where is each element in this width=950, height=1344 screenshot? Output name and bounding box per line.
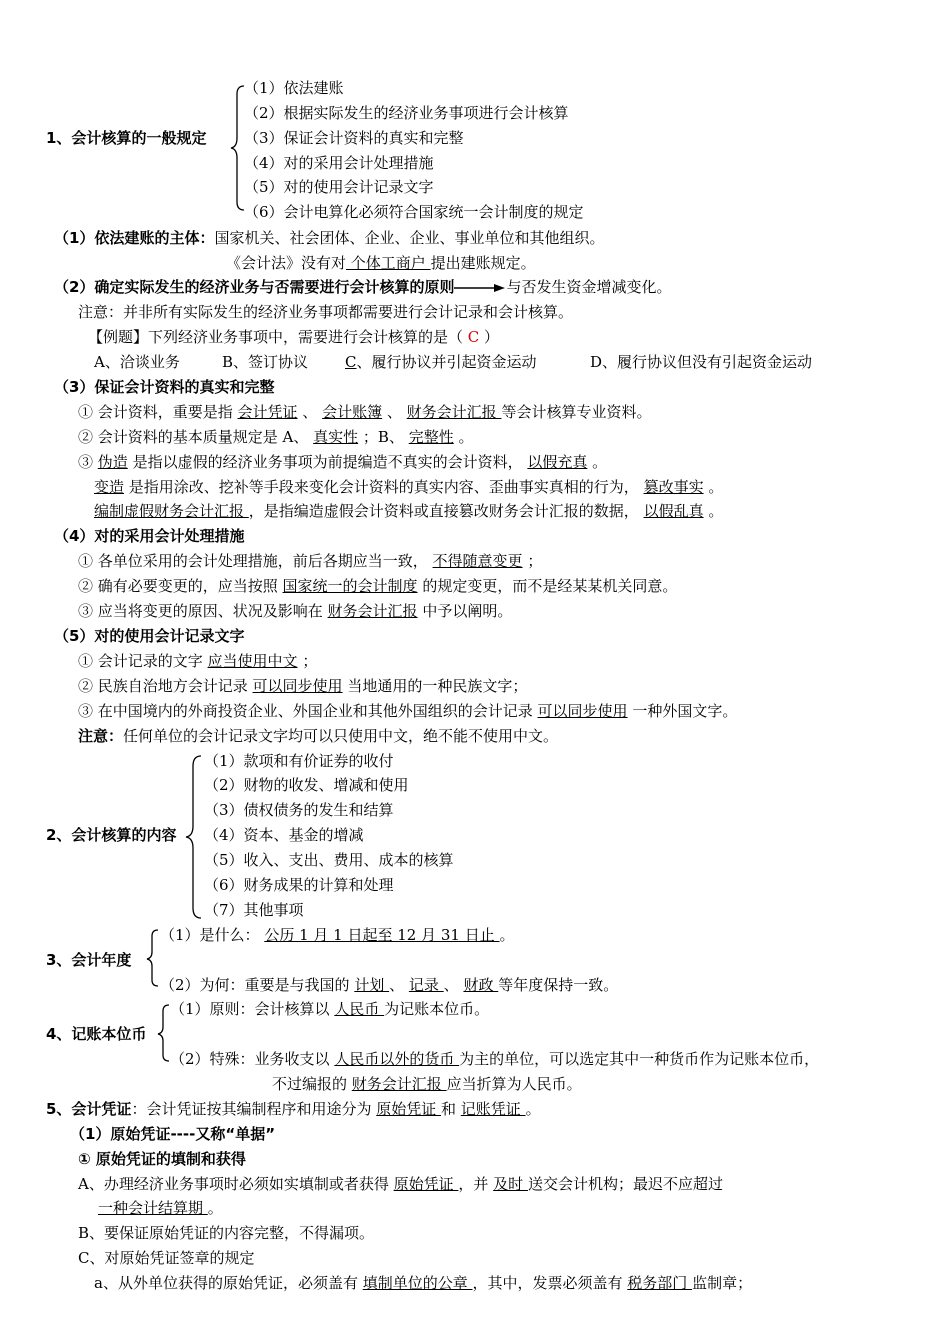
text-segment: 、 xyxy=(443,976,464,994)
text-segment: 监制章； xyxy=(692,1274,753,1292)
p3-row-3 xyxy=(78,452,607,472)
s3-item-1 xyxy=(160,925,515,945)
section-2-title: 2、会计核算的内容 xyxy=(46,826,177,844)
example-close: ） xyxy=(479,328,500,346)
s5-a-line xyxy=(78,1174,723,1194)
fill-blank-answer: 篡改事实 xyxy=(643,478,704,496)
text-segment: 一种外国文字。 xyxy=(627,702,738,720)
text-segment: 。 xyxy=(525,1100,541,1118)
s1-item-6: （6）会计电算化必须符合国家统一会计制度的规定 xyxy=(244,203,584,221)
section-1-title: 1、会计核算的一般规定 xyxy=(46,129,207,147)
p2-head: （2）确定实际发生的经济业务与否需要进行会计核算的原则 xyxy=(54,278,455,296)
section-4-title: 4、记账本位币 xyxy=(46,1025,147,1043)
fill-blank-answer: 国家统一的会计制度 xyxy=(282,577,418,595)
text-segment: 送交会计机构；最迟不应超过 xyxy=(527,1175,723,1193)
text-segment: 。 xyxy=(207,1199,223,1217)
fill-blank-answer: 可以同步使用 xyxy=(252,677,343,695)
text-segment: 。 xyxy=(587,453,608,471)
p3-row-2 xyxy=(78,427,474,447)
s5-c-line: C、对原始凭证签章的规定 xyxy=(78,1249,255,1267)
fill-blank-answer: 伪造 xyxy=(97,453,128,471)
text-segment: ① 各单位采用的会计处理措施，前后各期应当一致， xyxy=(78,552,433,570)
text-segment: ② 确有必要变更的，应当按照 xyxy=(78,577,283,595)
fill-blank-answer: 财政 xyxy=(463,976,499,994)
text-segment: 、 xyxy=(297,403,323,421)
s5-ca-line xyxy=(94,1273,752,1293)
text-segment: ； xyxy=(297,652,318,670)
p5-head: （5）对的使用会计记录文字 xyxy=(54,627,245,645)
fill-blank-answer: 公历 1 月 1 日起至 12 月 31 日止 xyxy=(264,926,500,944)
text-segment: ① 会计记录的文字 xyxy=(78,652,208,670)
p5-row-3 xyxy=(78,701,737,721)
text-segment: ③ xyxy=(78,453,98,471)
fill-blank-answer: 计划 xyxy=(354,976,390,994)
text-segment: 为记账本位币。 xyxy=(384,1000,490,1018)
s4-item-2-cont xyxy=(272,1074,582,1094)
p5-note xyxy=(78,726,558,746)
text-segment: ② 民族自治地方会计记录 xyxy=(78,677,253,695)
p1-law-b: 提出建账规定。 xyxy=(430,254,536,272)
section-3-title: 3、会计年度 xyxy=(46,951,132,969)
p2-tail: 与否发生资金增减变化。 xyxy=(506,278,672,296)
fill-blank-answer: 应当使用中文 xyxy=(207,652,298,670)
option-a: A、洽谈业务 xyxy=(94,353,180,371)
p1-law-a: 《会计法》没有对 xyxy=(226,254,347,272)
p5-row-1 xyxy=(78,651,317,671)
text-segment: （1）是什么： xyxy=(160,926,265,944)
text-segment: ； xyxy=(522,552,543,570)
text-segment: 为主的单位，可以选定其中一种货币作为记账本位币， xyxy=(459,1050,820,1068)
p4-row-2 xyxy=(78,576,677,596)
text-segment: 的规定变更，而不是经某某机关同意。 xyxy=(417,577,678,595)
p4-head: （4）对的采用会计处理措施 xyxy=(54,527,245,545)
p1-text: 国家机关、社会团体、企业、企业、事业单位和其他组织。 xyxy=(214,229,605,247)
fill-blank-answer: 及时 xyxy=(493,1175,528,1193)
text-segment: 注意： xyxy=(78,727,124,745)
text-segment: ② 会计资料的基本质量规定是 A、 xyxy=(78,428,314,446)
text-segment: 当地通用的一种民族文字； xyxy=(342,677,528,695)
fill-blank-answer: 以假乱真 xyxy=(643,502,704,520)
p1-law-blank: 个体工商户 xyxy=(346,254,431,272)
text-segment: 、 xyxy=(382,403,407,421)
p2-example xyxy=(88,327,499,347)
fill-blank-answer: 人民币 xyxy=(334,1000,385,1018)
p2-line xyxy=(54,277,671,297)
s5-sub-head: （1）原始凭证----又称“单据” xyxy=(70,1125,276,1143)
option-c-text: 、履行协议并引起资金运动 xyxy=(356,353,537,371)
text-segment: ，并 xyxy=(458,1175,494,1193)
s5-b-line: B、要保证原始凭证的内容完整，不得漏项。 xyxy=(78,1224,375,1242)
s5-a-line-2 xyxy=(98,1198,223,1218)
text-segment: 中予以阐明。 xyxy=(417,602,513,620)
s2-item-5: （5）收入、支出、费用、成本的核算 xyxy=(204,851,454,869)
s3-item-2 xyxy=(160,975,618,995)
p1-head: （1）依法建账的主体： xyxy=(54,229,215,247)
option-c-letter: C xyxy=(345,353,357,371)
s1-item-5: （5）对的使用会计记录文字 xyxy=(244,178,434,196)
brace-s3 xyxy=(146,928,160,988)
example-question: 【例题】下列经济业务事项中，需要进行会计核算的是（ xyxy=(88,328,468,346)
s5-subsub-head: ① 原始凭证的填制和获得 xyxy=(78,1150,246,1168)
p3-row-1 xyxy=(78,402,651,422)
p4-row-1 xyxy=(78,551,542,571)
p3-row-4 xyxy=(94,477,723,497)
text-segment: ③ 应当将变更的原因、状况及影响在 xyxy=(78,602,328,620)
fill-blank-answer: 完整性 xyxy=(408,428,454,446)
text-segment: 。 xyxy=(703,478,724,496)
s2-item-4: （4）资本、基金的增减 xyxy=(204,826,364,844)
fill-blank-answer: 税务部门 xyxy=(627,1274,693,1292)
fill-blank-answer: 不得随意变更 xyxy=(432,552,523,570)
text-segment: 应当折算为人民币。 xyxy=(446,1075,582,1093)
text-segment: 和 xyxy=(441,1100,461,1118)
text-segment: 是指以虚假的经济业务事项为前提编造不真实的会计资料， xyxy=(127,453,528,471)
p2-note: 注意：并非所有实际发生的经济业务事项都需要进行会计记录和会计核算。 xyxy=(78,303,574,321)
fill-blank-answer: 一种会计结算期 xyxy=(98,1199,208,1217)
text-segment: 是指用涂改、挖补等手段来变化会计资料的真实内容、歪曲事实真相的行为， xyxy=(124,478,644,496)
text-segment: ，其中，发票必须盖有 xyxy=(472,1274,628,1292)
fill-blank-answer: 原始凭证 xyxy=(393,1175,459,1193)
text-segment: ③ 在中国境内的外商投资企业、外国企业和其他外国组织的会计记录 xyxy=(78,702,538,720)
text-segment: 等年度保持一致。 xyxy=(498,976,619,994)
text-segment: ① 会计资料，重要是指 xyxy=(78,403,238,421)
arrow-right-icon xyxy=(454,282,506,294)
p3-head: （3）保证会计资料的真实和完整 xyxy=(54,378,275,396)
option-c xyxy=(345,352,537,372)
fill-blank-answer: 变造 xyxy=(94,478,125,496)
option-b: B、签订协议 xyxy=(222,353,309,371)
fill-blank-answer: 可以同步使用 xyxy=(537,702,628,720)
section-5-title: 5、会计凭证 xyxy=(46,1100,132,1118)
s1-item-2: （2）根据实际发生的经济业务事项进行会计核算 xyxy=(244,104,569,122)
text-segment: 。 xyxy=(453,428,474,446)
text-segment: （2）为何：重要是与我国的 xyxy=(160,976,355,994)
p1-law-line xyxy=(226,253,536,273)
brace-s4 xyxy=(157,1003,171,1063)
s2-item-2: （2）财物的收发、增减和使用 xyxy=(204,776,409,794)
fill-blank-answer: 填制单位的公章 xyxy=(362,1274,473,1292)
fill-blank-answer: 财务会计汇报 xyxy=(351,1075,447,1093)
brace-s2 xyxy=(185,754,203,922)
fill-blank-answer: 编制虚假财务会计汇报 xyxy=(94,502,249,520)
fill-blank-answer: 人民币以外的货币 xyxy=(334,1050,460,1068)
text-segment: （2）特殊：业务收支以 xyxy=(170,1050,335,1068)
option-d: D、履行协议但没有引起资金运动 xyxy=(590,353,813,371)
text-segment: a、从外单位获得的原始凭证，必须盖有 xyxy=(94,1274,363,1292)
s2-item-1: （1）款项和有价证券的收付 xyxy=(204,752,394,770)
p5-row-2 xyxy=(78,676,527,696)
text-segment: 。 xyxy=(499,926,515,944)
text-segment: 等会计核算专业资料。 xyxy=(501,403,652,421)
text-segment: ，是指编造虚假会计资料或直接篡改财务会计汇报的数据， xyxy=(248,502,644,520)
fill-blank-answer: 会计凭证 xyxy=(237,403,298,421)
fill-blank-answer: 财务会计汇报 xyxy=(327,602,418,620)
s4-item-2 xyxy=(170,1049,819,1069)
p1-line xyxy=(54,228,604,248)
text-segment: ；B、 xyxy=(358,428,409,446)
s4-item-1 xyxy=(170,999,489,1019)
s1-item-4: （4）对的采用会计处理措施 xyxy=(244,154,434,172)
text-segment: ：会计凭证按其编制程序和用途分为 xyxy=(131,1100,377,1118)
fill-blank-answer: 以假充真 xyxy=(527,453,588,471)
s1-item-3: （3）保证会计资料的真实和完整 xyxy=(244,129,464,147)
fill-blank-answer: 会计账簿 xyxy=(322,403,383,421)
fill-blank-answer: 记录 xyxy=(408,976,444,994)
fill-blank-answer: 真实性 xyxy=(313,428,359,446)
text-segment: 。 xyxy=(703,502,724,520)
text-segment: （1）原则：会计核算以 xyxy=(170,1000,335,1018)
section-5-line xyxy=(46,1099,541,1119)
text-segment: 不过编报的 xyxy=(272,1075,352,1093)
text-segment: 任何单位的会计记录文字均可以只使用中文，绝不能不使用中文。 xyxy=(123,727,559,745)
text-segment: 、 xyxy=(389,976,409,994)
fill-blank-answer: 记账凭证 xyxy=(460,1100,526,1118)
p4-row-3 xyxy=(78,601,512,621)
s2-item-3: （3）债权债务的发生和结算 xyxy=(204,801,394,819)
s2-item-6: （6）财务成果的计算和处理 xyxy=(204,876,394,894)
text-segment: A、办理经济业务事项时必须如实填制或者获得 xyxy=(78,1175,394,1193)
fill-blank-answer: 财务会计汇报 xyxy=(406,403,502,421)
fill-blank-answer: 原始凭证 xyxy=(376,1100,442,1118)
s2-item-7: （7）其他事项 xyxy=(204,901,304,919)
s1-item-1: （1）依法建账 xyxy=(244,79,344,97)
p3-row-5 xyxy=(94,501,723,521)
example-answer: C xyxy=(467,328,480,346)
